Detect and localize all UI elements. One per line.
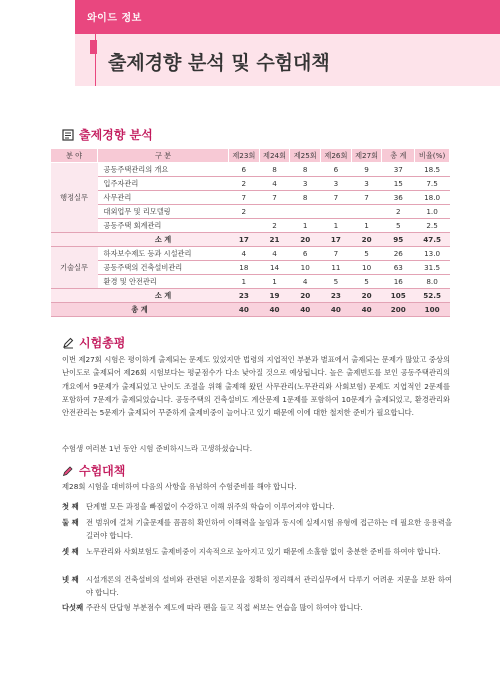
header-cell: 제24회 [259, 149, 290, 163]
strategy-item [62, 601, 452, 614]
value-cell: 18.0 [415, 191, 450, 205]
page-title: 출제경향 분석 및 수험대책 [108, 52, 330, 74]
category-cell: 기술실무 [51, 247, 98, 289]
subtotal-row [51, 233, 450, 247]
value-cell: 5 [351, 275, 382, 289]
value-cell: 1 [229, 275, 260, 289]
value-cell: 23 [229, 289, 260, 303]
value-cell: 105 [382, 289, 415, 303]
table-row [51, 177, 450, 191]
value-cell: 7 [259, 191, 290, 205]
value-cell: 8 [259, 163, 290, 177]
item-cell: 하자보수제도 등과 시설관리 [98, 247, 229, 261]
value-cell: 40 [321, 303, 352, 317]
value-cell [321, 205, 352, 219]
value-cell: 17 [321, 233, 352, 247]
item-number: 셋 째 [62, 547, 79, 556]
header-cell: 비율(%) [415, 149, 450, 163]
value-cell: 37 [382, 163, 415, 177]
category-cell [51, 289, 98, 303]
value-cell: 1 [321, 219, 352, 233]
value-cell: 1.0 [415, 205, 450, 219]
value-cell: 19 [259, 289, 290, 303]
section-overview [62, 334, 125, 351]
value-cell: 8 [290, 191, 321, 205]
category-cell [51, 233, 98, 247]
value-cell: 100 [415, 303, 450, 317]
value-cell: 3 [321, 177, 352, 191]
value-cell: 20 [290, 233, 321, 247]
item-cell: 공동주택의 건축설비관리 [98, 261, 229, 275]
value-cell: 7 [229, 191, 260, 205]
item-text: 노무관리와 사회보험도 출제비중이 지속적으로 높아지고 있기 때문에 소홀함 없이 충분한 준비를 하여야 합니다. [86, 547, 441, 556]
total-label: 총 계 [51, 303, 229, 317]
section-analysis [62, 126, 153, 143]
item-cell: 공동주택관리의 개요 [98, 163, 229, 177]
value-cell: 23 [321, 289, 352, 303]
table-row [51, 219, 450, 233]
value-cell: 4 [259, 247, 290, 261]
item-text: 단계별 모든 과정을 빠짐없이 수강하고 이해 위주의 학습이 이루어져야 합니다. [86, 502, 335, 511]
document-icon [62, 129, 74, 141]
item-number: 다섯째 [62, 603, 84, 612]
value-cell: 1 [259, 275, 290, 289]
value-cell: 10 [351, 261, 382, 275]
subtotal-label: 소 계 [98, 233, 229, 247]
value-cell: 31.5 [415, 261, 450, 275]
value-cell: 15 [382, 177, 415, 191]
item-number: 둘 째 [62, 518, 79, 527]
item-text: 주관식 단답형 부분점수 제도에 따라 펜을 들고 직접 써보는 연습을 많이 하여야 합니다. [86, 603, 363, 612]
table-row [51, 275, 450, 289]
value-cell [259, 205, 290, 219]
subtotal-row [51, 289, 450, 303]
value-cell: 7 [321, 247, 352, 261]
table-row [51, 261, 450, 275]
value-cell: 18 [229, 261, 260, 275]
header-cell: 제23회 [229, 149, 260, 163]
header-cell: 분 야 [51, 149, 98, 163]
value-cell: 95 [382, 233, 415, 247]
value-cell: 36 [382, 191, 415, 205]
category-cell: 행정실무 [51, 163, 98, 233]
strategy-item [62, 500, 452, 513]
value-cell: 1 [290, 219, 321, 233]
value-cell: 2 [229, 205, 260, 219]
value-cell: 63 [382, 261, 415, 275]
header-cell: 제26회 [321, 149, 352, 163]
header-tag: 와이드 정보 [87, 13, 142, 24]
table-header-row [51, 149, 450, 163]
value-cell: 200 [382, 303, 415, 317]
strategy-intro: 제28회 시험을 대비하여 다음의 사항을 유념하여 수험준비를 해야 합니다. [62, 482, 297, 491]
item-cell: 대외업무 및 리모델링 [98, 205, 229, 219]
stats-table [50, 148, 450, 317]
value-cell: 2 [229, 177, 260, 191]
item-text: 시설개론의 건축설비의 설비와 관련된 이론지문을 정확히 정리해서 관리실무에서 다루기 어려운 지문을 보완 하여야 합니다. [86, 575, 452, 598]
value-cell: 21 [259, 233, 290, 247]
total-row [51, 303, 450, 317]
value-cell: 13.0 [415, 247, 450, 261]
item-cell: 사무관리 [98, 191, 229, 205]
value-cell: 6 [229, 163, 260, 177]
value-cell: 4 [290, 275, 321, 289]
value-cell: 2 [382, 205, 415, 219]
value-cell: 10 [290, 261, 321, 275]
value-cell: 7.5 [415, 177, 450, 191]
value-cell: 7 [351, 191, 382, 205]
table-row [51, 205, 450, 219]
value-cell: 1 [351, 219, 382, 233]
section-strategy [62, 462, 125, 479]
value-cell: 40 [351, 303, 382, 317]
value-cell: 2.5 [415, 219, 450, 233]
value-cell [229, 219, 260, 233]
value-cell: 18.5 [415, 163, 450, 177]
value-cell [351, 205, 382, 219]
value-cell: 9 [351, 163, 382, 177]
header-band [75, 0, 500, 34]
value-cell: 5 [321, 275, 352, 289]
strategy-item [62, 545, 452, 558]
table-row [51, 191, 450, 205]
value-cell: 7 [321, 191, 352, 205]
header-cell: 제25회 [290, 149, 321, 163]
value-cell: 3 [351, 177, 382, 191]
value-cell: 11 [321, 261, 352, 275]
value-cell: 8 [290, 163, 321, 177]
table-row [51, 163, 450, 177]
value-cell: 40 [229, 303, 260, 317]
item-text: 전 범위에 걸쳐 기출문제를 꼼꼼히 확인하여 이해력을 높임과 동시에 실제시험 유형에 접근하는 데 필요한 응용력을 길러야 합니다. [86, 518, 452, 541]
value-cell [290, 205, 321, 219]
value-cell: 14 [259, 261, 290, 275]
value-cell: 40 [259, 303, 290, 317]
section-strategy-title: 수험대책 [79, 464, 126, 478]
value-cell: 17 [229, 233, 260, 247]
value-cell: 4 [259, 177, 290, 191]
overview-paragraph: 이번 제27회 시험은 평이하게 출제되는 문제도 있었지만 법령의 지엽적인 부분과 별표에서 출제되는 문제가 많았고 중상의 난이도로 출제되어 제26회 시험보다는 평균점수가 다소 낮아질 것으로 예상됩니다. 높은 출제빈도를 보인 공동주택관리의 개요에서 9문제가 출제되었고 난이도 조절을 위해 출제해 왔던 사무관리(노무관리와 사회보험) 문제도 지엽적인 2문제를 포함하여 7문제가 출제되었습니다. 공동주택의 건축설비도 계산문제 1문제를 포함하여 10문제가 출제되었고, 환경관리와 안전관리는 5문제가 출제되어 꾸준하게 출제비중이 늘어나고 있기 때문에 이에 대한 철저한 준비가 필요합니다. [62, 355, 450, 418]
table-row [51, 247, 450, 261]
strategy-item [62, 573, 452, 600]
subtotal-label: 소 계 [98, 289, 229, 303]
value-cell: 2 [259, 219, 290, 233]
item-cell: 입주자관리 [98, 177, 229, 191]
overview-closing: 수험생 여러분 1년 동안 시험 준비하시느라 고생하셨습니다. [62, 444, 253, 453]
value-cell: 3 [290, 177, 321, 191]
header-cell: 총 계 [382, 149, 415, 163]
title-accent [90, 40, 97, 54]
value-cell: 5 [382, 219, 415, 233]
value-cell: 20 [290, 289, 321, 303]
item-number: 첫 째 [62, 502, 79, 511]
item-cell: 환경 및 안전관리 [98, 275, 229, 289]
value-cell: 5 [351, 247, 382, 261]
section-analysis-title: 출제경향 분석 [79, 128, 153, 142]
value-cell: 20 [351, 289, 382, 303]
pencil-icon [62, 337, 74, 349]
value-cell: 16 [382, 275, 415, 289]
value-cell: 47.5 [415, 233, 450, 247]
value-cell: 52.5 [415, 289, 450, 303]
section-overview-title: 시험총평 [79, 336, 126, 350]
header-cell: 제27회 [351, 149, 382, 163]
header-cell: 구 분 [98, 149, 229, 163]
strategy-item [62, 516, 452, 543]
pen-icon [62, 465, 74, 477]
value-cell: 26 [382, 247, 415, 261]
value-cell: 8.0 [415, 275, 450, 289]
value-cell: 6 [321, 163, 352, 177]
value-cell: 40 [290, 303, 321, 317]
value-cell: 4 [229, 247, 260, 261]
item-number: 넷 째 [62, 575, 79, 584]
value-cell: 6 [290, 247, 321, 261]
value-cell: 20 [351, 233, 382, 247]
item-cell: 공동주택 회계관리 [98, 219, 229, 233]
